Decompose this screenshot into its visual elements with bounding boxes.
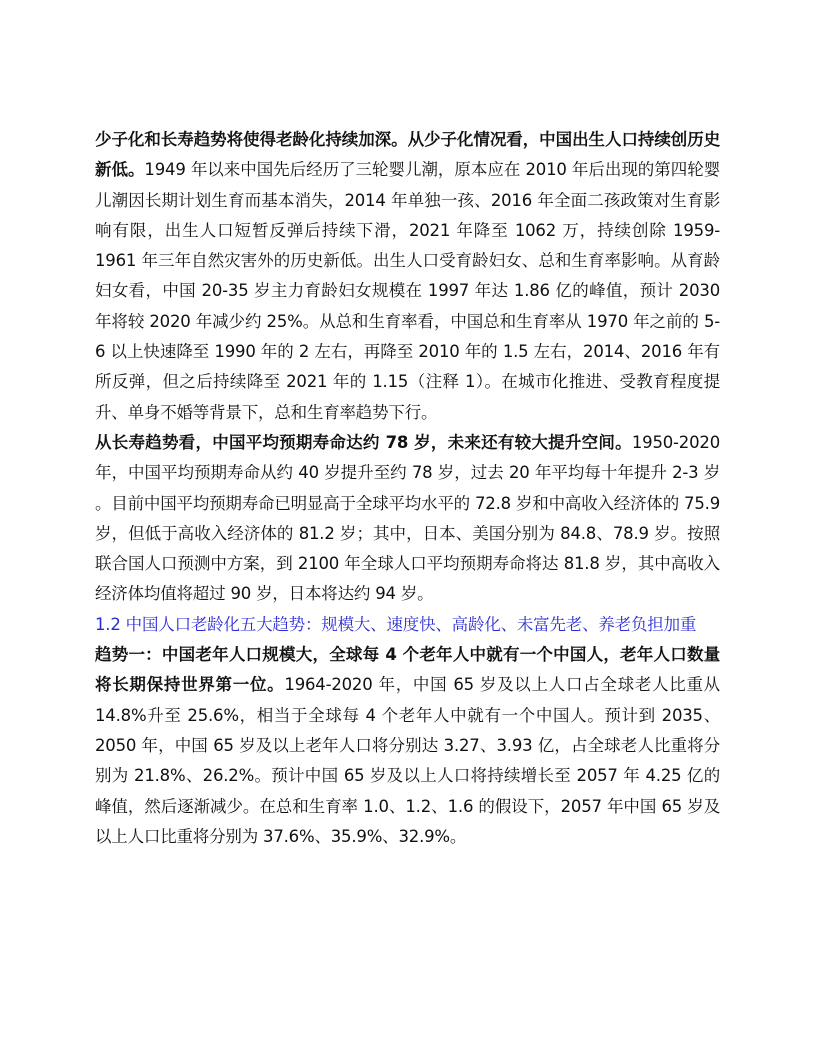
- document-page: [95, 125, 720, 852]
- paragraph-longevity: [95, 428, 720, 610]
- paragraph-body: 1964-2020 年，中国 65 岁及以上人口占全球老人比重从 14.8%升至 25.6%，相当于全球每 4 个老年人中就有一个中国人。预计到 2035、2050 年，中国 65 岁及以上老年人口将分别达 3.27、3.93 亿，占全球老人比重将分别为 21.8%、26.2%。预计中国 65 岁及以上人口将持续增长至 2057 年 4.25 亿的峰值，然后逐渐减少。在总和生育率 1.0、1.2、1.6 的假设下，2057 年中国 65 岁及以上人口比重将分别为 37.6%、35.9%、32.9%。: [95, 675, 720, 846]
- paragraph-body: 1949 年以来中国先后经历了三轮婴儿潮，原本应在 2010 年后出现的第四轮婴儿潮因长期计划生育而基本消失，2014 年单独一孩、2016 年全面二孩政策对生育影响有限，出生人口短暂反弹后持续下滑，2021 年降至 1062 万，持续创除 1959-1961 年三年自然灾害外的历史新低。出生人口受育龄妇女、总和生育率影响。从育龄妇女看，中国 20-35 岁主力育龄妇女规模在 1997 年达 1.86 亿的峰值，预计 2030 年将较 2020 年减少约 25%。从总和生育率看，中国总和生育率从 1970 年之前的 5-6 以上快速降至 1990 年的 2 左右，再降至 2010 年的 1.5 左右，2014、2016 年有所反弹，但之后持续降至 2021 年的 1.15（注释 1）。在城市化推进、受教育程度提升、单身不婚等背景下，总和生育率趋势下行。: [95, 160, 720, 422]
- paragraph-body: 1950-2020 年，中国平均预期寿命从约 40 岁提升至约 78 岁，过去 20 年平均每十年提升 2-3 岁 。目前中国平均预期寿命已明显高于全球平均水平的 72.8 岁和中高收入经济体的 75.9 岁，但低于高收入经济体的 81.2 岁；其中，日本、美国分别为 84.8、78.9 岁。按照联合国人口预测中方案，到 2100 年全球人口平均预期寿命将达 81.8 岁，其中高收入经济体均值将超过 90 岁，日本将达约 94 岁。: [95, 432, 720, 604]
- paragraph-lead: 趋势一：中国老年人口规模大，全球每 4 个老年人中就有一个中国人，老年人口数量将长期保持世界第一位。: [95, 645, 720, 695]
- section-heading: 1.2 中国人口老龄化五大趋势：规模大、速度快、高龄化、未富先老、养老负担加重: [95, 614, 697, 634]
- paragraph-lead: 少子化和长寿趋势将使得老龄化持续加深。从少子化情况看，中国出生人口持续创历史新低。: [95, 130, 720, 180]
- paragraph-lead: 从长寿趋势看，中国平均预期寿命达约 78 岁，未来还有较大提升空间。: [95, 432, 632, 452]
- paragraph-trend-one: [95, 640, 720, 852]
- paragraph-low-birth: [95, 125, 720, 428]
